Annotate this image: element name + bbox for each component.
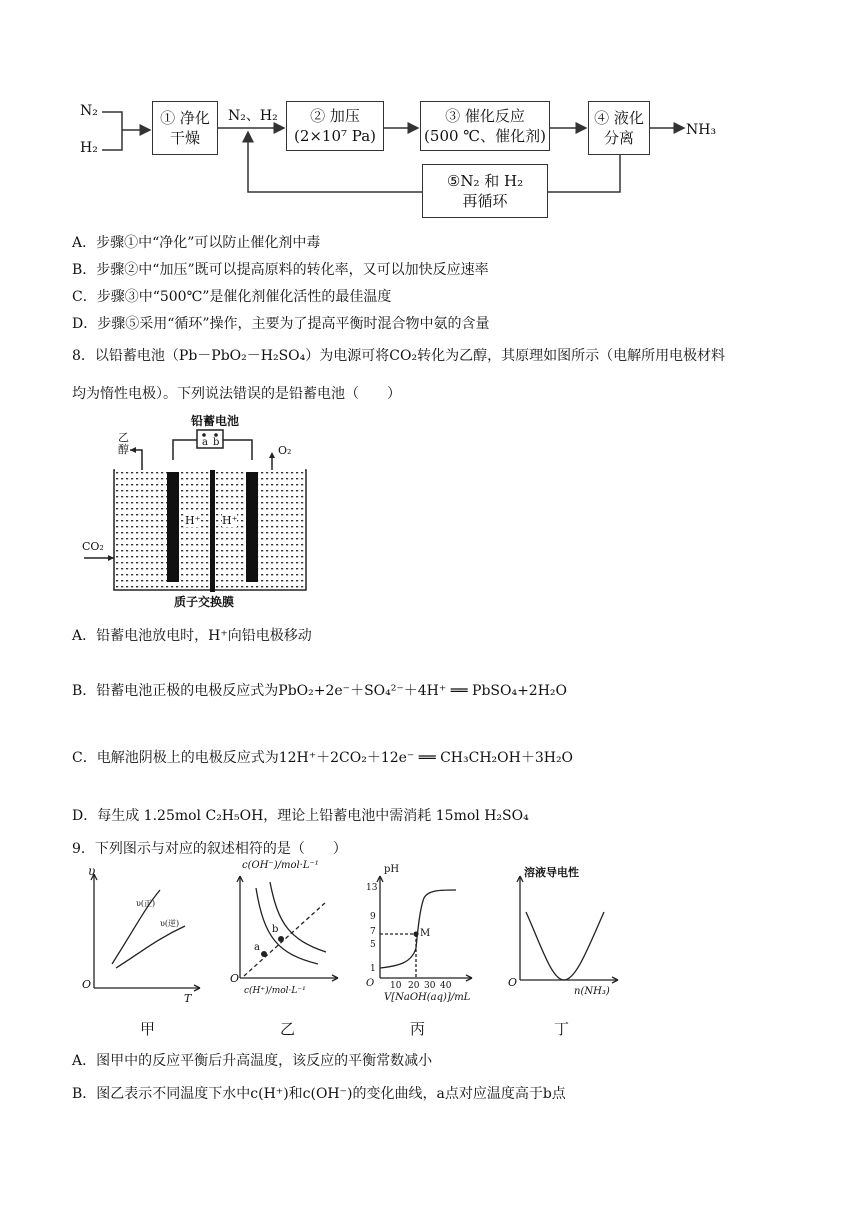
flow-box-purify-line1: ① 净化 (160, 109, 210, 127)
co2-label: CO₂ (82, 540, 104, 553)
flow-box-pressurize-line2: (2×10⁷ Pa) (293, 127, 377, 145)
graph-ding-plot (506, 868, 636, 1008)
q8-option-a: A．铅蓄电池放电时，H⁺向铅电极移动 (72, 628, 312, 644)
ding-origin: O (508, 976, 518, 989)
q8-stem-line1: 8．以铅蓄电池（Pb－PbO₂－H₂SO₄）为电源可将CO₂转化为乙醇，其原理如图所示（电解所用电极材料 (72, 348, 726, 364)
o2-label: O₂ (278, 444, 292, 457)
yi-point-a: a (254, 942, 260, 953)
flow-input-n2: N₂ (80, 103, 98, 119)
jia-x-label: T (184, 992, 192, 1005)
flow-output-nh3: NH₃ (686, 122, 717, 138)
q8-option-b: B．铅蓄电池正极的电极反应式为PbO₂+2e⁻＋SO₄²⁻＋4H⁺ ══ PbSO₄+2H₂O (72, 683, 568, 699)
ethanol-label-2: 醇 (118, 443, 129, 456)
proton-left: H⁺ (185, 514, 201, 527)
yi-y-label: c(OH⁻)/mol·L⁻¹ (242, 860, 319, 871)
flow-box-purify-line2: 干燥 (169, 129, 200, 147)
bing-x-label: V[NaOH(aq)]/mL (384, 992, 471, 1003)
q9-stem: 9．下列图示与对应的叙述相符的是（ ） (72, 841, 347, 857)
flow-arrows (0, 0, 860, 230)
q7-option-b: B．步骤②中“加压”既可以提高原料的转化率，又可以加快反应速率 (72, 262, 489, 278)
ding-y-label: 溶液导电性 (524, 866, 579, 879)
flow-box-liquefy-line2: 分离 (603, 129, 634, 147)
flow-input-h2: H₂ (80, 140, 98, 156)
jia-y-label: υ (88, 864, 96, 878)
flow-mid-label: N₂、H₂ (228, 108, 278, 124)
flow-box-recycle-line2: 再循环 (462, 192, 508, 210)
terminal-a: a (202, 437, 208, 448)
q8-option-c: C．电解池阴极上的电极反应式为12H⁺＋2CO₂＋12e⁻ ══ CH₃CH₂OH＋3H₂O (72, 750, 574, 766)
yi-x-label: c(H⁺)/mol·L⁻¹ (244, 986, 306, 996)
bing-y-label: pH (384, 864, 400, 875)
q7-option-d: D．步骤⑤采用“循环”操作，主要为了提高平衡时混合物中氨的含量 (72, 316, 490, 332)
flow-box-liquefy-line1: ④ 液化 (594, 109, 644, 127)
q9-option-b: B．图乙表示不同温度下水中c(H⁺)和c(OH⁻)的变化曲线，a点对应温度高于b点 (72, 1086, 566, 1102)
ding-caption: 丁 (554, 1020, 570, 1038)
battery-label: 铅蓄电池 (191, 414, 240, 428)
q9-option-a: A．图甲中的反应平衡后升高温度，该反应的平衡常数减小 (72, 1053, 433, 1069)
bing-xtick-10: 10 (390, 981, 402, 991)
q7-option-c: C．步骤③中“500℃”是催化剂催化活性的最佳温度 (72, 289, 392, 305)
terminal-b: b (213, 437, 220, 448)
proton-right: H⁺ (222, 514, 238, 527)
jia-v-zheng: υ(正) (136, 899, 156, 908)
bing-ytick-9: 9 (370, 912, 376, 922)
jia-origin: O (82, 978, 92, 991)
jia-caption: 甲 (140, 1020, 156, 1038)
electrolysis-figure (70, 410, 330, 610)
graph-yi (226, 860, 356, 1038)
graph-ding (506, 868, 636, 1038)
bing-origin: O (366, 978, 375, 989)
yi-point-b: b (272, 924, 279, 935)
bing-ytick-13: 13 (366, 883, 378, 893)
q7-option-a: A．步骤①中“净化”可以防止催化剂中毒 (72, 235, 321, 251)
bing-xtick-30: 30 (424, 981, 436, 991)
bing-ytick-1: 1 (370, 964, 376, 974)
ding-x-label: n(NH₃) (574, 986, 610, 997)
ethanol-label (118, 432, 129, 456)
q8-option-d: D．每生成 1.25mol C₂H₅OH，理论上铅蓄电池中需消耗 15mol H₂SO₄ (72, 808, 529, 824)
bing-xtick-40: 40 (440, 981, 452, 991)
bing-caption: 丙 (410, 1020, 426, 1038)
jia-v-ni: υ(逆) (160, 919, 180, 928)
q8-stem-line2: 均为惰性电极）。下列说法错误的是铅蓄电池（ ） (72, 386, 401, 402)
electrolysis-cell-drawing (70, 410, 330, 610)
ethanol-label-1: 乙 (118, 431, 129, 444)
yi-caption: 乙 (280, 1020, 296, 1038)
graph-jia-plot (80, 868, 210, 1008)
graph-jia (80, 864, 210, 1038)
flow-box-pressurize-line1: ② 加压 (310, 107, 360, 125)
flow-box-recycle-line1: ⑤N₂ 和 H₂ (446, 172, 524, 190)
flow-box-catalysis-line2: (500 ℃、催化剂) (424, 127, 546, 145)
yi-origin: O (230, 972, 240, 985)
bing-point-m: M (420, 928, 431, 939)
bing-xtick-20: 20 (408, 981, 420, 991)
flow-box-catalysis-line1: ③ 催化反应 (445, 107, 525, 125)
bing-ytick-7: 7 (370, 927, 376, 937)
bing-ytick-5: 5 (370, 940, 376, 950)
graph-bing (360, 864, 490, 1038)
membrane-label: 质子交换膜 (174, 595, 235, 609)
